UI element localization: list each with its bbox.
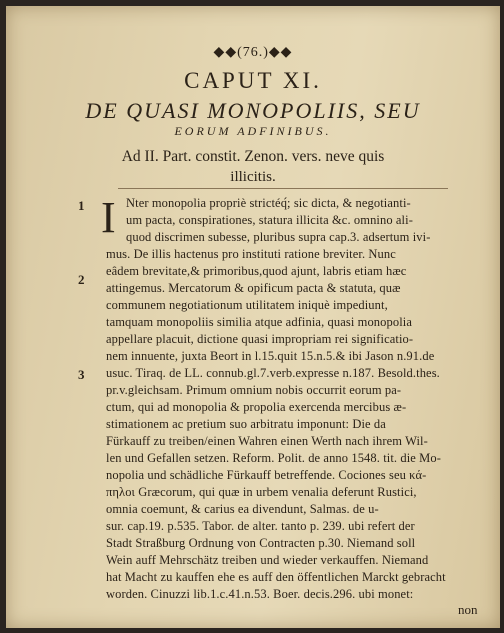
body-line: pr.v.gleichsam. Primum omnium nobis occurrit eorum pa- [106,383,402,397]
body-line: appellare placuit, dictione quasi impropriam rei significatio- [106,332,414,346]
chapter-reference-line-1: Ad II. Part. constit. Zenon. vers. neve quis [121,148,385,165]
chapter-reference-line-2: illicitis. [230,169,276,185]
heading-divider [118,188,448,189]
body-line: nem innuente, juxta Beort in l.15.quit 15.n.5.& ibi Jason n.91.de [106,349,435,363]
body-line: stimationem ac pretium suo arbitratu imponunt: Die da [106,417,386,431]
book-page [6,6,500,628]
chapter-title: DE QUASI MONOPOLIIS, SEU [85,98,421,123]
body-line: mus. De illis hactenus pro instituti ratione breviter. Nunc [106,247,396,261]
body-line: Fürkauff zu treiben/einen Wahren einen Werth nach ihrem Wil- [106,434,428,448]
body-line: sur. cap.19. p.535. Tabor. de alter. tanto p. 239. ubi refert der [106,519,415,533]
body-line: len und Gefallen setzen. Reform. Polit. de anno 1548. tit. die Mo- [106,451,441,465]
body-line: worden. Cinuzzi lib.1.c.41.n.53. Boer. decis.296. ubi monet: [106,587,414,601]
drop-cap: I [101,193,116,242]
body-line: Wein auff Mehrschätz treiben und wieder verkauffen. Niemand [106,553,429,567]
body-line: ctum, qui ad monopolia & propolia exercenda mercibus æ- [106,400,407,414]
body-line: quod discrimen subesse, pluribus supra cap.3. adsertum ivi- [126,230,431,244]
body-line: nopolia und schädliche Fürkauff betreffende. Cociones seu κά- [106,468,427,482]
margin-note-3: 3 [78,367,85,382]
margin-note-1: 1 [78,198,85,213]
margin-note-2: 2 [78,272,85,287]
body-line: Nter monopolia propriè strictéq́; sic dicta, & negotianti- [126,196,411,210]
body-line: tamquam monopoliis similia atque adfinia, quasi monopolia [106,315,412,329]
body-line: omnia coemunt, & carius ea divendunt, Salmas. de u- [106,502,379,516]
body-line: hat Macht zu kauffen ehe es auff den öffentlichen Marckt gebracht [106,570,446,584]
body-line: Stadt Straßburg Ordnung von Contracten p.30. Niemand soll [106,536,416,550]
catchword: non [458,602,478,617]
body-line: communem negotiationum utilitatem iniquè impediunt, [106,298,388,312]
chapter-heading: CAPUT XI. [184,68,322,93]
body-line: usuc. Tiraq. de LL. connub.gl.7.verb.expresse n.187. Besold.thes. [106,366,440,380]
page-number: ◆◆(76.)◆◆ [213,45,293,60]
body-line: attingemus. Mercatorum & opificum pacta & statuta, quæ [106,281,401,295]
body-line: πηλοι Græcorum, qui quæ in urbem venalia deferunt Rustici, [106,485,417,499]
body-line: eâdem brevitate,& primoribus,quod ajunt, labris etiam hæc [106,264,407,278]
chapter-subtitle: EORUM ADFINIBUS. [174,124,332,138]
body-line: um pacta, conspirationes, statura illicita &c. omnino ali- [126,213,413,227]
